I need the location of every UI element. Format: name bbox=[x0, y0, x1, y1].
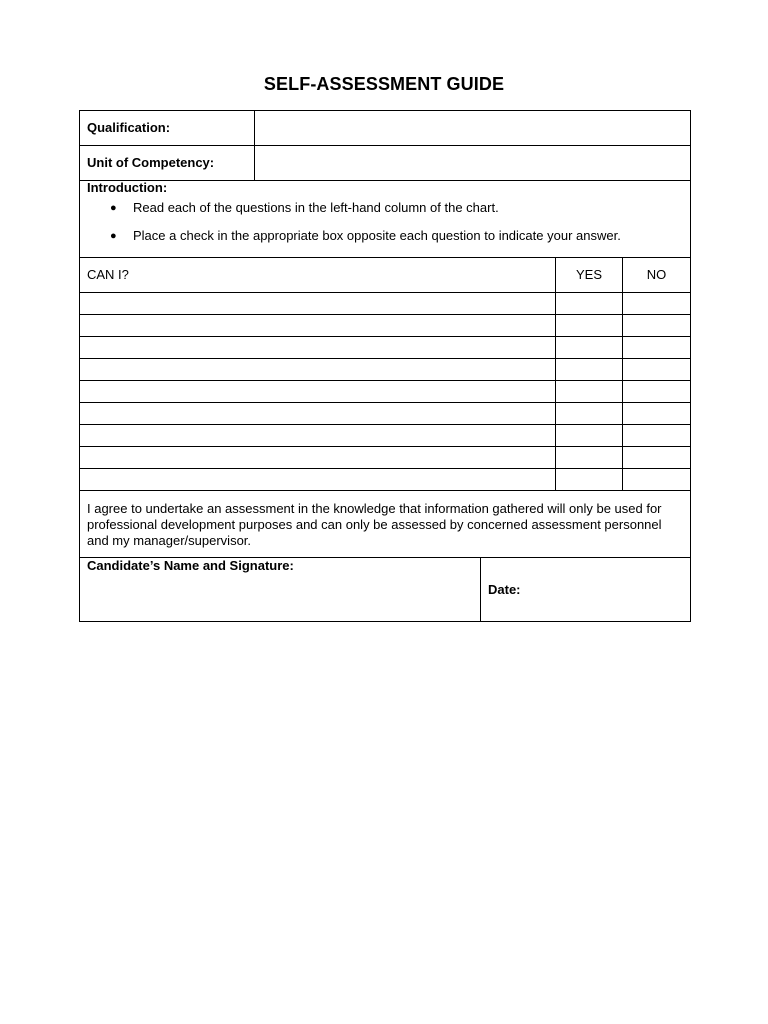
agreement-row bbox=[80, 491, 691, 558]
introduction-item-text: Place a check in the appropriate box opposite each question to indicate your answer. bbox=[133, 228, 621, 243]
qualification-label: Qualification: bbox=[80, 111, 255, 146]
checklist-row bbox=[80, 425, 691, 447]
no-checkbox-cell[interactable] bbox=[623, 337, 691, 359]
agreement-text: I agree to undertake an assessment in the knowledge that information gathered will only be used for professional development purposes and can only be assessed by concerned assessment personnel and my manager/supervisor. bbox=[80, 491, 691, 558]
checklist-row bbox=[80, 447, 691, 469]
unit-of-competency-row bbox=[80, 146, 691, 181]
no-checkbox-cell[interactable] bbox=[623, 359, 691, 381]
bullet-icon: ● bbox=[110, 202, 117, 214]
introduction-item-text: Read each of the questions in the left-hand column of the chart. bbox=[133, 200, 499, 215]
question-cell[interactable] bbox=[80, 469, 556, 491]
introduction-item bbox=[87, 201, 683, 229]
question-cell[interactable] bbox=[80, 381, 556, 403]
checklist-row bbox=[80, 381, 691, 403]
no-checkbox-cell[interactable] bbox=[623, 293, 691, 315]
unit-of-competency-field[interactable] bbox=[255, 146, 691, 181]
page-title: SELF-ASSESSMENT GUIDE bbox=[263, 74, 505, 94]
question-cell[interactable] bbox=[80, 425, 556, 447]
qualification-row bbox=[80, 111, 691, 146]
yes-checkbox-cell[interactable] bbox=[556, 337, 623, 359]
checklist-row bbox=[80, 293, 691, 315]
checklist-row bbox=[80, 469, 691, 491]
introduction-cell bbox=[80, 181, 691, 258]
no-checkbox-cell[interactable] bbox=[623, 315, 691, 337]
question-cell[interactable] bbox=[80, 403, 556, 425]
introduction-row bbox=[80, 181, 691, 258]
date-cell[interactable] bbox=[481, 558, 691, 622]
can-i-header: CAN I? bbox=[80, 258, 556, 293]
introduction-item bbox=[87, 229, 683, 257]
candidate-name-signature-label: Candidate’s Name and Signature: bbox=[87, 558, 294, 573]
no-checkbox-cell[interactable] bbox=[623, 425, 691, 447]
no-checkbox-cell[interactable] bbox=[623, 381, 691, 403]
no-checkbox-cell[interactable] bbox=[623, 469, 691, 491]
signature-row bbox=[80, 558, 691, 622]
self-assessment-form bbox=[79, 110, 691, 622]
question-cell[interactable] bbox=[80, 293, 556, 315]
yes-checkbox-cell[interactable] bbox=[556, 469, 623, 491]
checklist-row bbox=[80, 359, 691, 381]
no-checkbox-cell[interactable] bbox=[623, 403, 691, 425]
question-cell[interactable] bbox=[80, 337, 556, 359]
question-cell[interactable] bbox=[80, 359, 556, 381]
bullet-icon: ● bbox=[110, 230, 117, 242]
checklist-header-row bbox=[80, 258, 691, 293]
unit-of-competency-label: Unit of Competency: bbox=[80, 146, 255, 181]
no-checkbox-cell[interactable] bbox=[623, 447, 691, 469]
checklist-row bbox=[80, 337, 691, 359]
checklist-row bbox=[80, 403, 691, 425]
question-cell[interactable] bbox=[80, 315, 556, 337]
checklist-row bbox=[80, 315, 691, 337]
yes-checkbox-cell[interactable] bbox=[556, 381, 623, 403]
introduction-list bbox=[87, 201, 683, 257]
date-label: Date: bbox=[488, 581, 521, 597]
yes-checkbox-cell[interactable] bbox=[556, 359, 623, 381]
qualification-field[interactable] bbox=[255, 111, 691, 146]
introduction-heading: Introduction: bbox=[87, 180, 168, 195]
yes-checkbox-cell[interactable] bbox=[556, 425, 623, 447]
no-header: NO bbox=[623, 258, 691, 293]
candidate-signature-cell[interactable] bbox=[80, 558, 481, 622]
yes-checkbox-cell[interactable] bbox=[556, 315, 623, 337]
yes-checkbox-cell[interactable] bbox=[556, 447, 623, 469]
yes-checkbox-cell[interactable] bbox=[556, 403, 623, 425]
yes-header: YES bbox=[556, 258, 623, 293]
yes-checkbox-cell[interactable] bbox=[556, 293, 623, 315]
question-cell[interactable] bbox=[80, 447, 556, 469]
